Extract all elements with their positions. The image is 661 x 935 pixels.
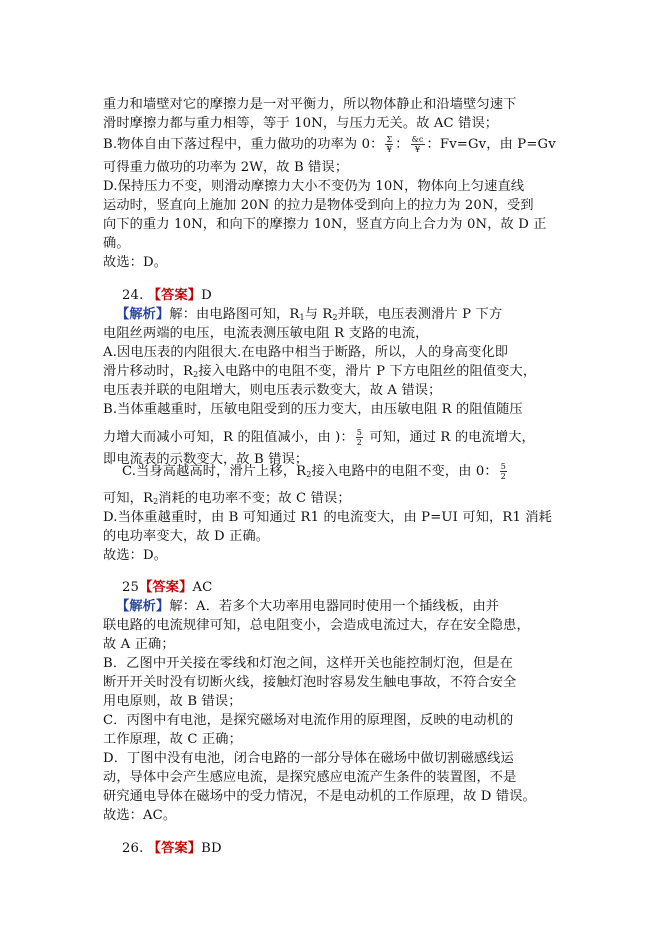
text-segment: 力增大而减小可知，R 的阻值减小，由 )： (103, 430, 354, 445)
fraction-numerator: Σ (386, 135, 393, 144)
subscript: 2 (153, 497, 159, 506)
text-line: 研究通电导体在磁场中的受力情况，不是电动机的工作原理，故 D 错误。 (103, 789, 536, 804)
fraction-numerator: 5 (500, 462, 507, 471)
answer-value: BD (201, 841, 222, 856)
answer-tag: 【答案】 (139, 580, 193, 595)
subscript: 1 (299, 313, 305, 322)
fraction-denominator: ¥ (386, 145, 393, 154)
text-line: 工作原理，故 C 正确； (103, 732, 242, 747)
text-segment: 接入电路中的电阻不变，滑片 P 下方电阻丝的阻值变大， (198, 364, 537, 379)
text-segment: 接入电路中的电阻不变，由 0： (311, 464, 498, 479)
text-line: 电阻丝两端的电压，电流表测压敏电阻 R 支路的电流， (103, 326, 429, 341)
question-26-header (122, 839, 222, 858)
text-segment: 解：A．若多个大功率用电器同时使用一个插线板，由并 (169, 599, 500, 614)
subscript: 2 (193, 370, 199, 379)
fraction (411, 135, 425, 154)
fraction-numerator: &c (411, 135, 424, 144)
answer-value: D (201, 288, 212, 303)
text-line: 重力和墙壁对它的摩擦力是一对平衡力，所以物体静止和沿墙壁匀速下 (103, 97, 517, 112)
answer-value: AC (192, 580, 213, 595)
text-segment: C.当身高越高时，滑片上移，R (122, 464, 307, 479)
text-line: 向下的重力 10N，和向下的摩擦力 10N，竖直方向上合力为 0N，故 D 正 (103, 217, 547, 232)
text-segment: B.物体自由下落过程中，重力做功的功率为 0： (103, 137, 384, 152)
question-number: 26. (122, 841, 144, 856)
text-line: 即电流表的示数变大，故 B 错误； (103, 452, 309, 467)
text-line: 电压表并联的电阻增大，则电压表示数变大，故 A 错误； (103, 383, 442, 398)
fraction (385, 135, 393, 154)
subscript: 2 (332, 313, 338, 322)
fraction-denominator: 2 (500, 472, 507, 481)
text-segment: 可知，R (103, 491, 154, 506)
text-line: D．丁图中没有电池，闭合电路的一部分导体在磁场中做切割磁感线运 (103, 751, 514, 766)
text-line: A.因电压表的内阻很大.在电路中相当于断路，所以，人的身高变化即 (103, 345, 509, 360)
answer-tag: 【答案】 (147, 841, 202, 856)
text-line: B．乙图中开关接在零线和灯泡之间，这样开关也能控制灯泡，但是在 (103, 656, 513, 671)
text-line: 断开开关时没有切断火线，接触灯泡时容易发生触电事故，不符合安全 (103, 675, 517, 690)
question-25-header (122, 578, 212, 597)
text-line: 确。 (103, 236, 130, 251)
answer-tag: 【答案】 (147, 288, 202, 303)
text-line: 故选：D。 (103, 255, 168, 270)
text-line (116, 597, 499, 616)
text-line: B.物体自由下落过程中，重力做功的功率为 0： $\frac{\Sigma}{¥}$ ： $\frac{\&c}{¥}$ ：Fv=Gv，由 P=Gv (103, 135, 556, 154)
text-segment: 与 R (304, 307, 333, 322)
fraction (500, 462, 507, 481)
fraction-denominator: ¥ (414, 145, 421, 154)
fraction (356, 428, 363, 447)
text-line: 可得重力做功的功率为 2W，故 B 错误； (103, 160, 349, 175)
text-line: 故 A 正确； (103, 637, 175, 652)
question-number: 25 (122, 580, 140, 595)
question-number: 24. (122, 288, 144, 303)
analysis-tag: 【解析】 (116, 307, 170, 322)
text-line: D.保持压力不变，则滑动摩擦力大小不变仍为 10N，物体向上匀速直线 (103, 179, 525, 194)
analysis-tag: 【解析】 (116, 599, 170, 614)
fraction-denominator: 2 (356, 438, 363, 447)
text-line: C．丙图中有电池，是探究磁场对电流作用的原理图，反映的电动机的 (103, 713, 514, 728)
text-line: 故选：D。 (103, 548, 168, 563)
fraction-numerator: 5 (356, 428, 363, 437)
text-segment: 可知，通过 R 的电流增大， (369, 430, 535, 445)
text-segment: Fv=Gv，由 P=Gv (439, 137, 556, 152)
text-line: B.当体重越重时，压敏电阻受到的压力变大，由压敏电阻 R 的阻值随压 (103, 402, 523, 417)
text-segment: 并联，电压表测滑片 P 下方 (337, 307, 503, 322)
text-line: 运动时，竖直向上施加 20N 的拉力是物体受到向上的拉力为 20N，受到 (103, 198, 534, 213)
text-line: 联电路的电流规律可知，总电阻变小，会造成电流过大，存在安全隐患， (103, 618, 530, 633)
text-line: 故选：AC。 (103, 808, 177, 823)
subscript: 2 (306, 470, 312, 479)
text-segment: 解：由电路图可知，R (169, 307, 300, 322)
text-line: 滑时摩擦力都与重力相等，等于 10N，与压力无关。故 AC 错误； (103, 116, 499, 131)
text-segment: 消耗的电功率不变；故 C 错误； (158, 491, 351, 506)
question-24-header (122, 286, 212, 305)
text-line: 动，导体中会产生感应电流，是探究感应电流产生条件的装置图，不是 (103, 770, 517, 785)
text-line: 的电功率变大，故 D 正确。 (103, 529, 270, 544)
text-line: D.当体重越重时，由 B 可知通过 R1 的电流变大，由 P=UI 可知，R1 消耗 (103, 510, 553, 525)
text-segment: 滑片移动时，R (103, 364, 194, 379)
text-line: 用电原则，故 B 错误； (103, 694, 242, 709)
